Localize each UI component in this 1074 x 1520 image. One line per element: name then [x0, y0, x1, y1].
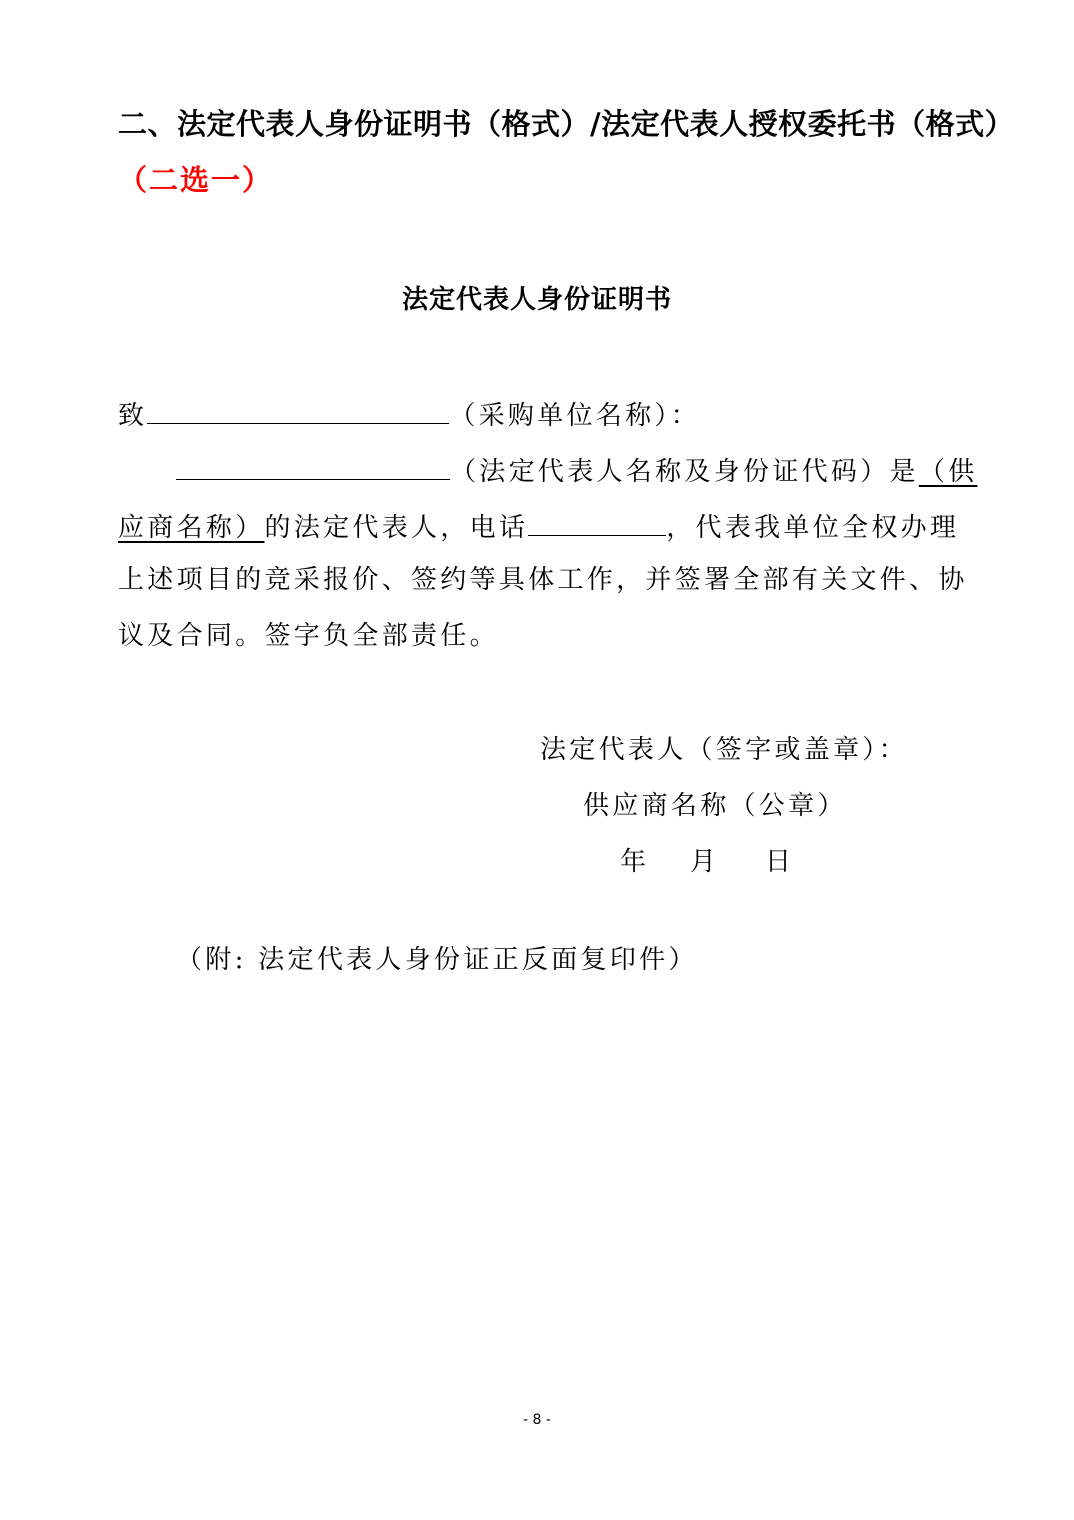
representative-label: （法定代表人名称及身份证代码）是 — [450, 457, 919, 487]
supplier-seal: 供应商名称（公章） — [583, 791, 847, 821]
purchaser-name-blank[interactable] — [147, 395, 449, 424]
representative-name-blank[interactable] — [176, 451, 450, 480]
supplier-name-part1: （供 — [918, 457, 978, 487]
attachment-note: （附: 法定代表人身份证正反面复印件） — [176, 945, 698, 975]
representative-signature: 法定代表人（签字或盖章）： — [540, 735, 908, 765]
date-year: 年 — [620, 847, 650, 877]
to-prefix: 致 — [118, 401, 148, 431]
body-line-4: 上述项目的竞采报价、签约等具体工作，并签署全部有关文件、协 — [118, 565, 968, 595]
date-month: 月 — [690, 847, 720, 877]
date-day: 日 — [765, 847, 795, 877]
purchaser-name-label: （采购单位名称）： — [449, 401, 701, 431]
phone-line — [118, 507, 959, 545]
body-line-5: 议及合同。签字负全部责任。 — [118, 621, 499, 651]
page-number: - 8 - — [523, 1412, 551, 1428]
phone-blank[interactable] — [528, 507, 666, 536]
supplier-name-part2: 应商名称） — [118, 513, 265, 543]
phone-label: 的法定代表人，电话 — [264, 513, 529, 543]
document-title: 法定代表人身份证明书 — [401, 285, 672, 315]
representative-line — [176, 451, 977, 489]
authority-text: ，代表我单位全权办理 — [666, 513, 960, 543]
addressee-line — [118, 395, 700, 433]
choice-note: （二选一） — [118, 163, 274, 197]
section-heading: 二、法定代表人身份证明书（格式）/法定代表人授权委托书（格式） — [118, 107, 1015, 141]
